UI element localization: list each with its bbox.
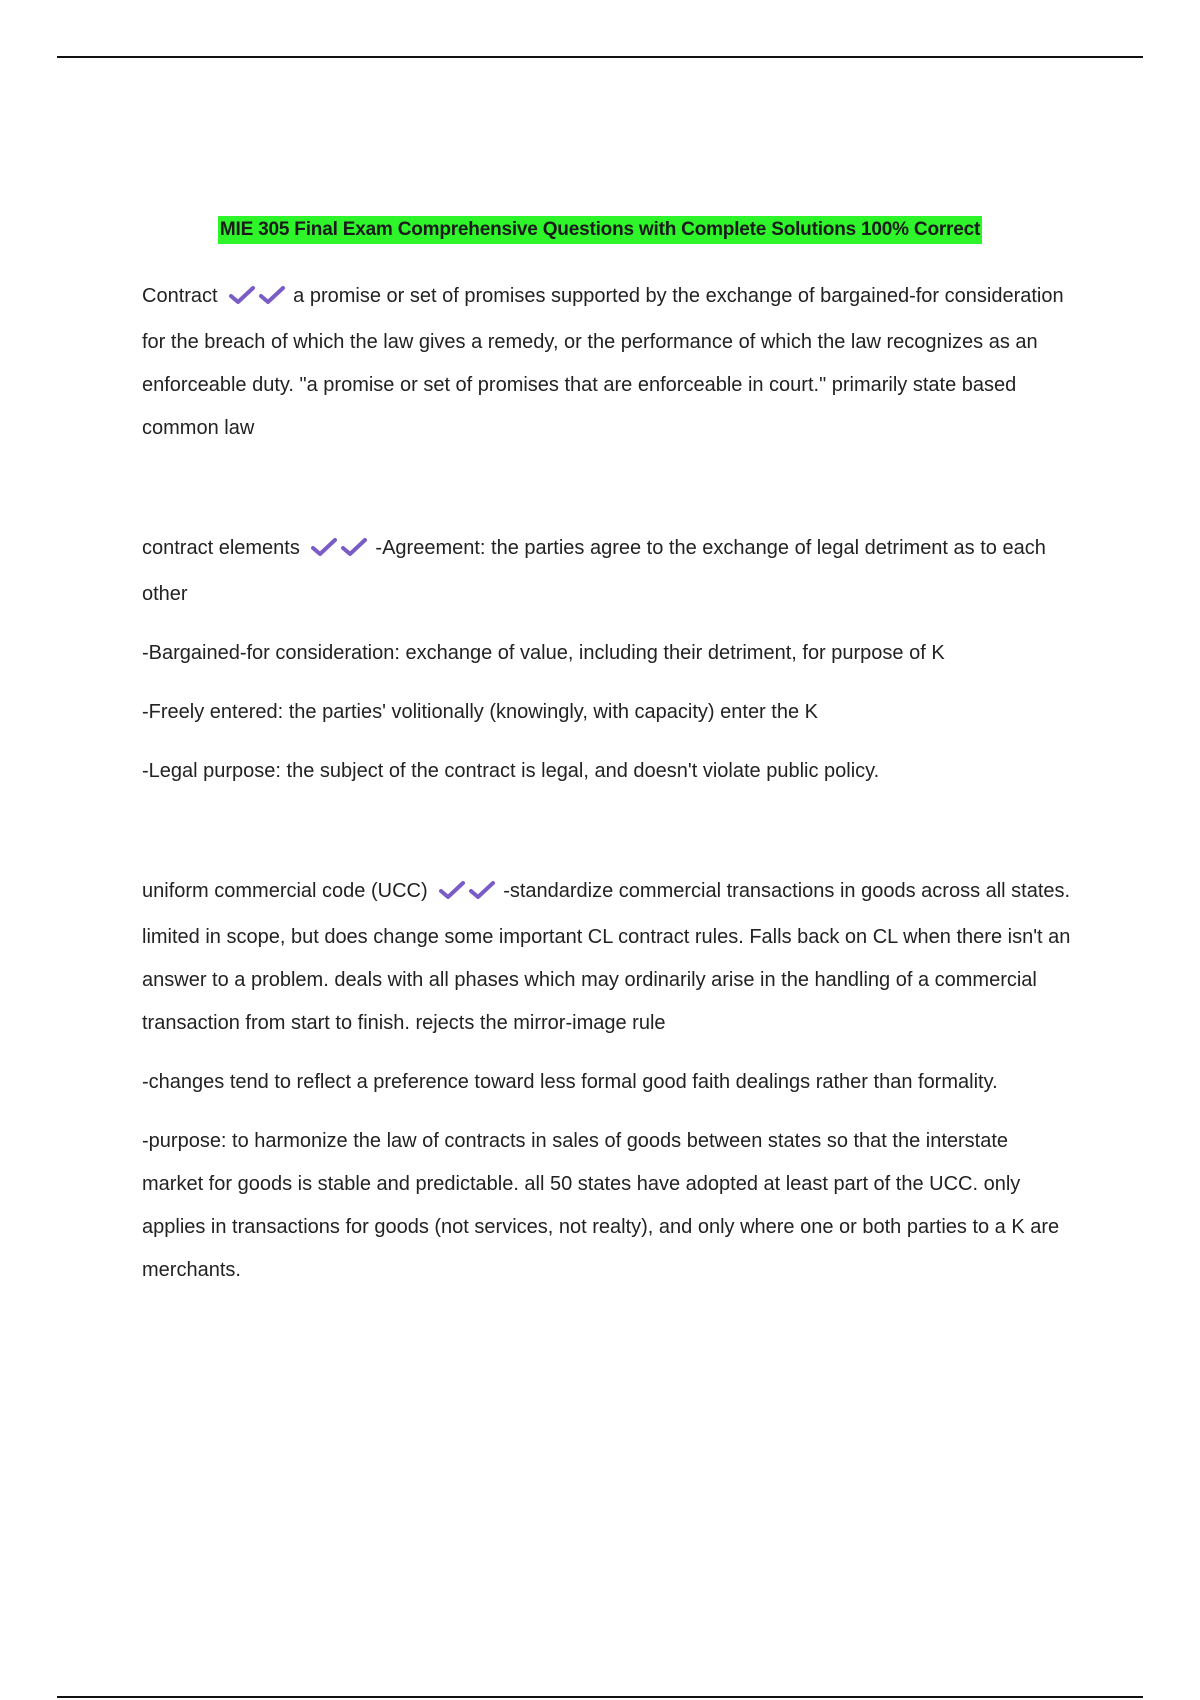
check-icon xyxy=(341,537,367,557)
check-icon xyxy=(439,880,465,900)
check-icon xyxy=(259,285,285,305)
entry-ucc xyxy=(142,870,1072,1045)
entry-point: -Bargained-for consideration: exchange of value, including their detriment, for purpose of K xyxy=(142,642,945,664)
entry-term: Contract xyxy=(142,285,218,307)
document-body xyxy=(142,275,1072,1292)
entry-contract-elements xyxy=(142,527,1072,616)
footer-rule xyxy=(57,1696,1143,1698)
entry-point: -purpose: to harmonize the law of contracts in sales of goods between states so that the interstate market for goods is stable and predictable. all 50 states have adopted at least part of the UCC. only applies in transactions for goods (not services, not realty), and only where one or both parties to a K are merchants. xyxy=(142,1130,1060,1281)
entry-definition: a promise or set of promises supported by the exchange of bargained-for consideration for the breach of which the law gives a remedy, or the performance of which the law recognizes as an enforceable duty. "a promise or set of promises that are enforceable in court." primarily state based common law xyxy=(142,285,1064,439)
check-icon xyxy=(311,537,337,557)
entry-point: -changes tend to reflect a preference toward less formal good faith dealings rather than formality. xyxy=(142,1071,998,1093)
title-container xyxy=(0,216,1200,244)
document-title: MIE 305 Final Exam Comprehensive Questions with Complete Solutions 100% Correct xyxy=(218,216,982,244)
header-rule xyxy=(57,56,1143,58)
check-marks xyxy=(311,530,371,573)
entry-contract xyxy=(142,275,1072,450)
entry-point: -Freely entered: the parties' volitionally (knowingly, with capacity) enter the K xyxy=(142,701,818,723)
check-marks xyxy=(229,278,289,321)
entry-term: contract elements xyxy=(142,537,300,559)
check-marks xyxy=(439,873,499,916)
check-icon xyxy=(229,285,255,305)
entry-definition: -standardize commercial transactions in goods across all states. limited in scope, but does change some important CL contract rules. Falls back on CL when there isn't an answer to a problem. deals with all phases which may ordinarily arise in the handling of a commercial transaction from start to finish. rejects the mirror-image rule xyxy=(142,880,1071,1034)
entry-definition: -Agreement: the parties agree to the exchange of legal detriment as to each other xyxy=(142,537,1046,605)
check-icon xyxy=(469,880,495,900)
entry-term: uniform commercial code (UCC) xyxy=(142,880,428,902)
entry-point: -Legal purpose: the subject of the contract is legal, and doesn't violate public policy. xyxy=(142,760,880,782)
